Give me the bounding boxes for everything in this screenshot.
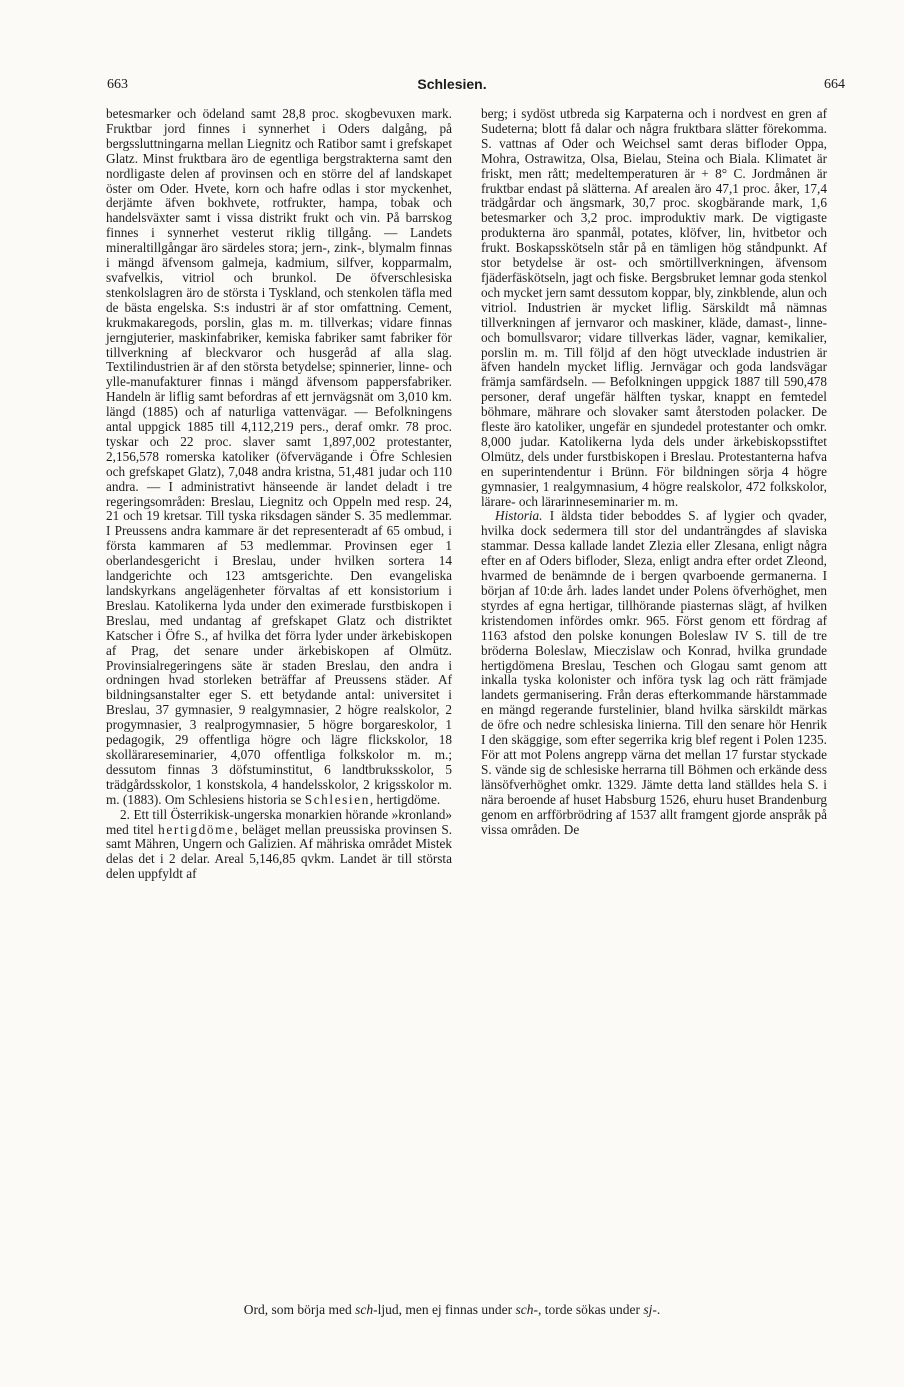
page-number-left: 663 <box>107 77 128 92</box>
paragraph-text: berg; i sydöst utbreda sig Karpaterna och i nordvest en gren af Sudeterna; blott få dalar och några fruktbara slätter förekomma. S. vattnas af Oder och Weichsel samt deras bifloder Oppa, Mohra, Ostrawitza, Olsa, Bielau, Steina och Biala. Klimatet är friskt, men rått; medeltemperaturen är + 8° C. Jordmånen är fruktbar endast på slätterna. Af arealen äro 47,1 proc. åker, 17,4 trädgårdar och ängsmark, 30,7 proc. skogbärande mark, 1,6 betesmarker och 3,2 proc. improduktiv mark. De vigtigaste produkterna äro spanmål, potates, klöfver, lin, hvitbetor och frukt. Boskapsskötseln står på en tämligen hög ståndpunkt. Af stor betydelse är ost- och smörtillverkningen, äfvensom fjäderfäskötseln, jagt och fiske. Bergsbruket lemnar goda stenkol och mycket jern samt dessutom koppar, bly, zinkblende, alun och vitriol. Industrien är mycket liflig. Särskildt må nämnas tillverkningen af jernvaror och maskiner, kläde, damast-, linne- och bomullsvaror; vidare tillverkas läder, vagnar, kemikalier, porslin m. m. Till följd af den högt utvecklade industrien är äfven handeln mycket liflig. Jernvägar och goda landsvägar främja samfärdseln. — Befolkningen uppgick 1887 till 590,478 personer, deraf ungefär hälften tyskar, knappt en femtedel böhmare, mährare och slovaker samt återstoden polacker. De fleste äro katoliker, ungefär en sjundedel protestanter och omkr. 8,000 judar. Katolikerna lyda dels under ärkebiskopsstiftet Olmütz, dels under furstbiskopen i Breslau. Protestanterna hafva en superintendentur i Brünn. För bildningen sörja 4 högre gymnasier, 1 realgymnasium, 4 högre realskolor, 472 folkskolor, lärare- och lärarinneseminarier m. m. <box>481 106 827 509</box>
left-column <box>106 107 452 882</box>
spaced-term: hertigdöme <box>158 821 235 837</box>
cross-reference: Schlesien <box>304 791 370 807</box>
running-head: Schlesien. <box>417 76 487 92</box>
paragraph <box>481 107 827 509</box>
footer-italic: sch <box>355 1302 374 1317</box>
paragraph-text: , hertigdöme. <box>369 791 441 807</box>
footer-italic: sj- <box>643 1302 657 1317</box>
footer-note <box>0 1302 904 1318</box>
footer-text: . <box>656 1302 661 1317</box>
paragraph-text: betesmarker och ödeland samt 28,8 proc. skogbevuxen mark. Fruktbar jord finnes i synnerhet i Oders dalgång, på bergssluttningarna mellan Liegnitz och Ratibor samt i grefskapet Glatz. Minst fruktbara äro de egentliga bergstrakterna samt den nordligaste delen af provinsen och en större del af landskapet öster om Oder. Hvete, korn och hafre odlas i stor myckenhet, derjämte äfven bokhvete, rotfrukter, hampa, tobak och handelsväxter samt i vissa distrikt frukt och vin. På barrskog finnes i synnerhet vesterut riklig tillgång. — Landets mineraltillgångar äro särdeles stora; jern-, zink-, blymalm finnas i mängd äfvensom galmeja, kadmium, silfver, kopparmalm, svafvelkis, vitriol och brunkol. De öfverschlesiska stenkolslagren äro de största i Tyskland, och stenkolen täfla med de bästa engelska. S:s industri är af stor omfattning. Cement, krukmakaregods, porslin, glas m. m. tillverkas; vidare finnas jerngjuterier, maskinfabriker, kemiska fabriker samt fabriker för tillverkning af bleckvaror och husgeråd af alla slag. Textilindustrien är af den största betydelse; spinnerier, linne- och ylle-manufakturer finnas i mängd äfvensom pappersfabriker. Handeln är liflig samt befordras af ett jernvägsnät om 3,010 km. längd (1885) och af naturliga vattenvägar. — Befolkningens antal uppgick 1885 till 4,112,219 pers., deraf omkr. 78 proc. tyskar och 22 proc. slaver samt 1,897,002 protestanter, 2,156,578 romerska katoliker (öfvervägande i Öfre Schlesien och grefskapet Glatz), 7,048 andra kristna, 51,481 judar och 110 andra. — I administrativt hänseende är landet deladt i tre regeringsområden: Breslau, Liegnitz och Oppeln med resp. 24, 21 och 19 kretsar. Till tyska riksdagen sänder S. 35 medlemmar. I Preussens andra kammare är det representeradt af 65 ombud, i första kammaren af 53 medlemmar. Provinsen eger 1 oberlandesgericht i Breslau, under hvilken sortera 14 landgerichte och 123 amtsgerichte. Den evangeliska landskyrkans angelägenheter förvaltas af ett konsistorium i Breslau. Katolikerna lyda under den eximerade furstbiskopen i Breslau, med undantag af grefskapet Glatz och distriktet Katscher i Öfre S., af hvilka det förra lyder under ärkebiskopen af Prag, det senare under ärkebiskopen af Olmütz. Provinsialregeringens säte är staden Breslau, den andra i ordningen hvad storleken beträffar af Preussens städer. Af bildningsanstalter eger S. ett betydande antal: universitet i Breslau, 37 gymnasier, 9 realgymnasier, 2 högre realskolor, 2 progymnasier, 3 realprogymnasier, 5 högre borgareskolor, 1 pedagogik, 29 offentliga högre och lägre flickskolor, 18 skollärareseminarier, 4,070 offentliga folkskolor m. m.; dessutom finnas 3 döfstuminstitut, 6 landtbruksskolor, 5 trädgårdsskolor, 1 konstskola, 4 handelsskolor, 2 krigsskolor m. m. (1883). Om Schlesiens historia se <box>106 106 452 807</box>
paragraph-text: 2. Ett till Österrikisk-ungerska monarkien hörande »kronland» med titel <box>106 806 452 837</box>
paragraph <box>481 509 827 837</box>
page-number-right: 664 <box>824 77 845 92</box>
paragraph-text: I äldsta tider beboddes S. af lygier och qvader, hvilka dock sedermera till stor del undanträngdes af slaviska stammar. Dessa kallade landet Zlezia eller Zlesana, enligt några efter en af Oders bifloder, Sleza, enligt andra efter ordet Zleond, hvarmed de benämnde de i bergen qvarboende germanerna. I början af 10:de årh. lades landet under Polens öfverhöghet, men styrdes af egna hertigar, tillhörande piasternas slägt, af hvilken kristendomen infördes omkr. 965. Först genom ett fördrag af 1163 afstod den polske konungen Boleslaw IV S. till de tre bröderna Boleslaw, Mieczislaw och Konrad, hvilka grundade hertigdömena Breslau, Teschen och Glogau samt genom att inkalla tyska kolonister och införa tysk lag och rätt främjade landets germanisering. Från deras efterkommande härstammade en mängd regerande furstelinier, bland hvilka särskildt märkas de öfre och nedre schlesiska linierna. Till den senare hör Henrik I den skäggige, som efter segerrika krig blef regent i Polen 1235. För att mot Polens angrepp värna det mellan 17 furstar styckade S. vände sig de schlesiske herrarna till Böhmen och erkände dess länsöfverhöghet omkr. 1329. Jämte detta land ställdes hela S. i nära beroende af huset Habsburg 1526, ehuru huset Brandenburg genom en arfförbrödring af 1537 allt framgent gjorde anspråk på vissa områden. De <box>481 508 827 837</box>
paragraph <box>106 107 452 808</box>
footer-text: , torde sökas under <box>538 1302 644 1317</box>
paragraph-text: , beläget mellan preussiska provinsen S. samt Mähren, Ungern och Galizien. Af mähriska området Mistek delas det i 2 delar. Areal 5,146,85 qvkm. Landet är till största delen uppfyldt af <box>106 821 453 882</box>
footer-text: Ord, som börja med <box>243 1302 356 1317</box>
section-label: Historia. <box>495 508 543 524</box>
paragraph <box>106 808 452 883</box>
footer-italic: sch- <box>515 1302 539 1317</box>
footer-text: -ljud, men ej finnas under <box>373 1302 516 1317</box>
right-column <box>481 107 827 837</box>
